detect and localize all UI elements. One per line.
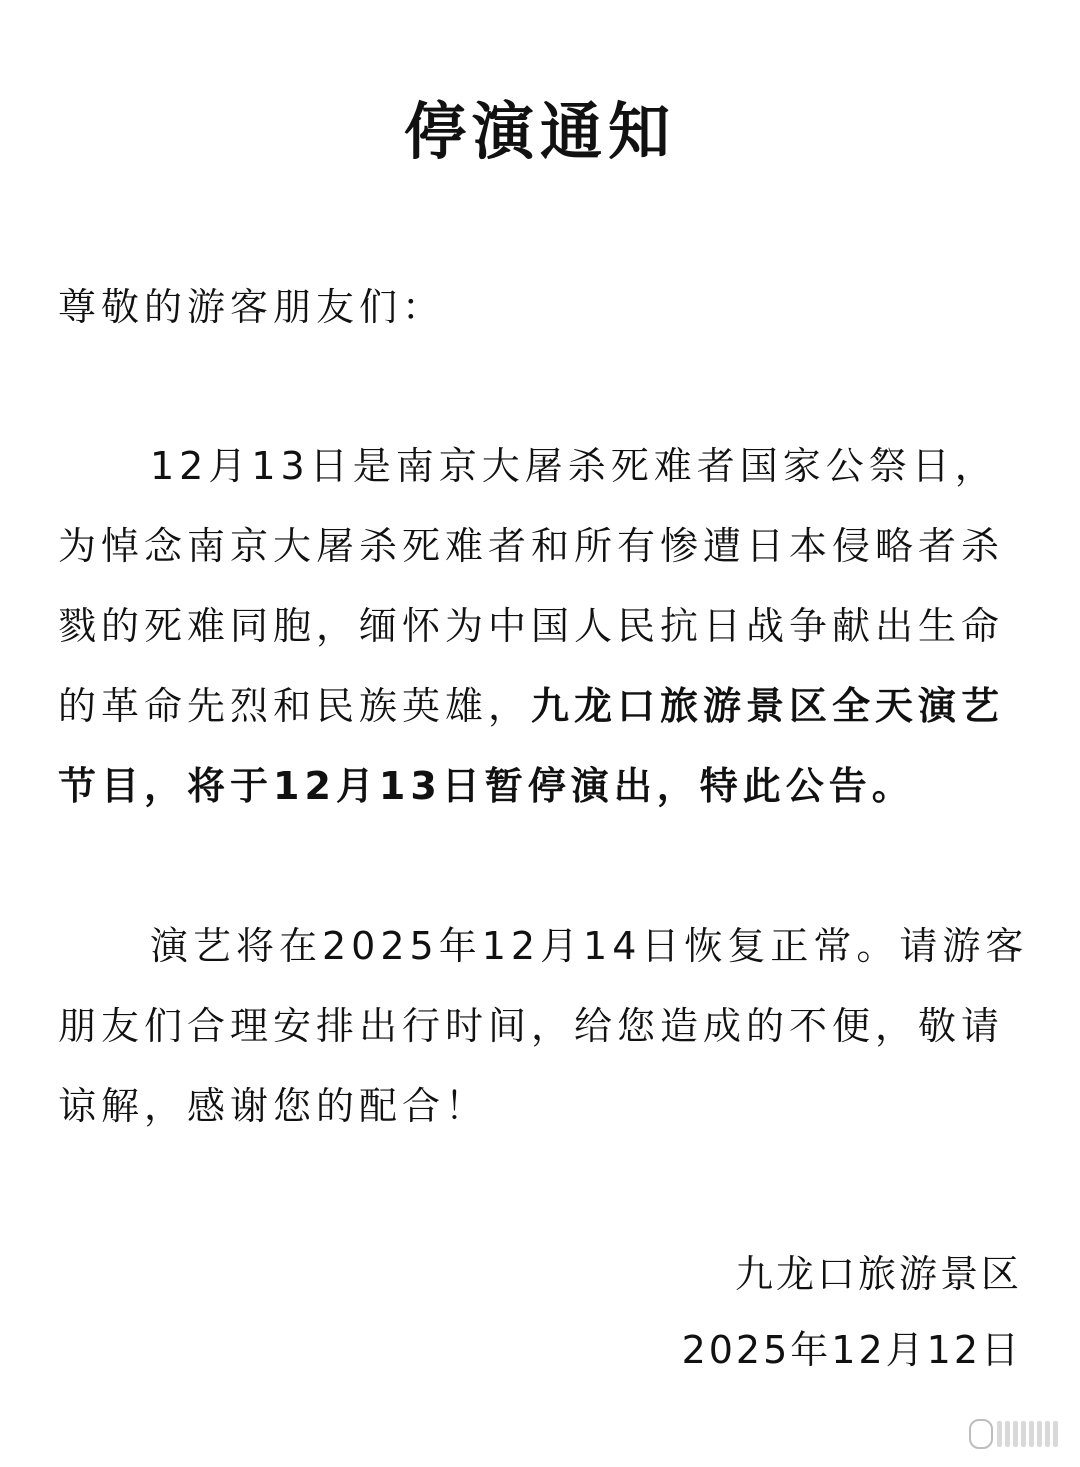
paragraph-1-bold-text: 九龙口旅游景区全天演艺节目，将于12月13日暂停演出，特此公告。 <box>58 684 1005 808</box>
notice-paragraph-2: 演艺将在2025年12月14日恢复正常。请游客朋友们合理安排出行时间，给您造成的不便，敬请谅解，感谢您的配合！ <box>58 924 1029 1128</box>
notice-title: 停演通知 <box>403 95 676 168</box>
watermark-bars-icon <box>997 1421 1058 1447</box>
signature-organization: 九龙口旅游景区 <box>734 1252 1022 1296</box>
signature-date: 2025年12月12日 <box>681 1328 1022 1372</box>
signature-block <box>682 1236 1022 1388</box>
notice-paragraph-1 <box>58 426 1030 826</box>
paragraph-1-regular-text: 12月13日是南京大屠杀死难者国家公祭日，为悼念南京大屠杀死难者和所有惨遭日本侵略者杀戮的死难同胞，缅怀为中国人民抗日战争献出生命的革命先烈和民族英雄， <box>58 444 1005 728</box>
watermark-icon <box>969 1419 1058 1449</box>
watermark-glyph-icon <box>969 1419 993 1449</box>
salutation: 尊敬的游客朋友们： <box>58 285 446 329</box>
